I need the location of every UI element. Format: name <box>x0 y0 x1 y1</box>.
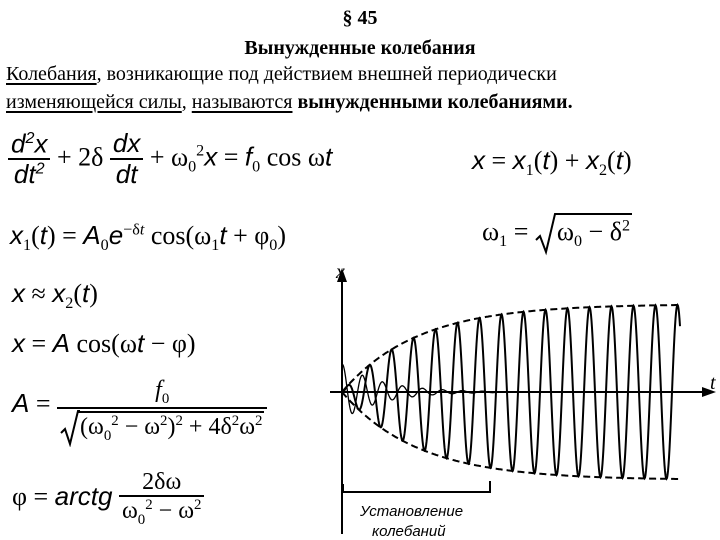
equation-amplitude: A = $\frac{f_0}{(\omega_0^2 - \omega^2)^2 + 4\delta^2\omega^2}$ <box>12 378 267 447</box>
term-varying-force: изменяющейся силы <box>6 91 182 113</box>
equation-diff: $\frac{d^2x}{dt^2}$ + 2δ $\frac{dx}{dt}$ + $\omega_0^2x = f_0$ cos ωt <box>8 130 332 189</box>
term-forced-oscillations: вынужденными колебаниями. <box>292 91 573 113</box>
term-are-called: называются <box>191 91 293 113</box>
intro-line-1 <box>6 60 557 88</box>
oscillation-graph <box>300 262 720 540</box>
axis-x-label: x <box>336 262 345 283</box>
term-oscillations: Колебания <box>6 63 97 85</box>
equation-omega1: $\omega_1 = \omega_0 - \delta^2$ <box>482 212 632 256</box>
intro-comma: , <box>181 91 192 113</box>
equation-solution-sum: $x = x_1(t) + x_2(t)$ <box>472 145 632 180</box>
section-title: Вынужденные колебания <box>244 37 476 59</box>
transient-curve <box>342 364 500 413</box>
establishment-bracket <box>343 484 490 492</box>
equation-phase: φ = arctg $\frac{2\delta\omega}{\omega_0^2 - \omega^2}$ <box>12 470 204 528</box>
intro-text-1: , возникающие под действием внешней периодически <box>96 63 557 85</box>
caption-establishment: Установление <box>360 503 464 520</box>
caption-oscillations: колебаний <box>372 523 446 540</box>
equation-x-approx: $x \approx x_2(t)$ <box>12 278 98 313</box>
axis-t-label: t <box>710 372 716 394</box>
sqrt-sign-icon <box>535 212 557 256</box>
equation-x1: $x_1(t) = A_0e^{-\delta t}$ $\cos(\omega_1t + \varphi_0)$ <box>10 220 286 255</box>
equation-x-steady: x = A cos(ωt − φ) <box>12 328 196 358</box>
intro-line-2 <box>6 88 573 116</box>
section-number: § 45 <box>342 7 378 29</box>
